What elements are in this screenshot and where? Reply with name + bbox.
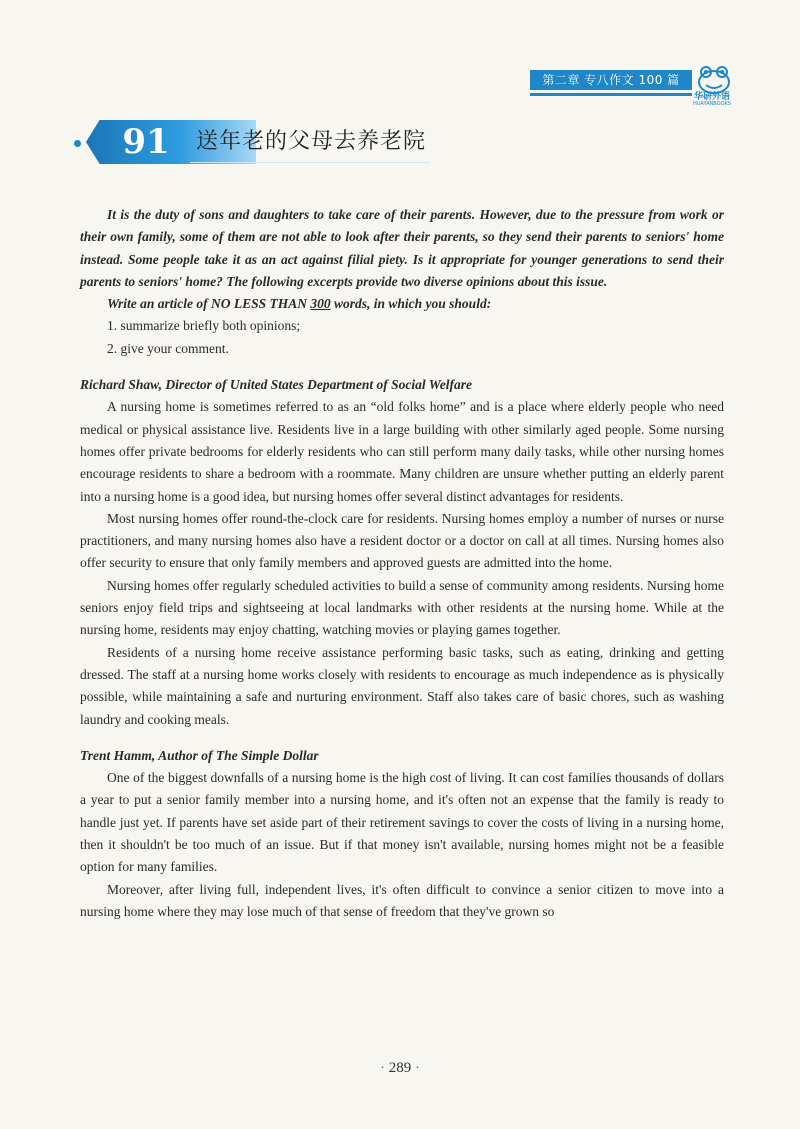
list-item: 2. give your comment. [107,340,229,356]
essay-number: 91 [122,122,170,162]
page-content [80,204,724,923]
essay-title: 送年老的父母去养老院 [196,129,427,154]
section-heading: Richard Shaw, Director of United States Department of Social Welfare [80,377,473,393]
chapter-label: 第二章 专八作文 100 篇 [530,70,692,90]
paragraph: Most nursing homes offer round-the-clock care for residents. Nursing homes employ a number of nurses or nurse practitioners, and many nursing homes also have a resident doctor or a doctor on call at all times. Nursing homes also offer security to ensure that only family members and approved guests are admitted into the home. [80,510,724,571]
paragraph: One of the biggest downfalls of a nursing home is the high cost of living. It can cost families thousands of dollars a year to put a senior family member into a nursing home, and it's often not an expense that the family is ready to handle just yet. If parents have set aside part of their retirement savings to cover the costs of living in a nursing home, then it shouldn't be too much of an issue. But if that money isn't available, nursing homes might not be a feasible option for many families. [80,770,724,875]
header-rule [530,93,692,96]
paragraph: Nursing homes offer regularly scheduled activities to build a sense of community among residents. Nursing home seniors enjoy field trips and sightseeing at local landmarks with other residents at the nursing home. While at the nursing home, residents may enjoy chatting, watching movies or playing games together. [80,577,724,638]
word-count: 300 [310,296,331,312]
paragraph: Moreover, after living full, independent lives, it's often difficult to convince a senior citizen to move into a nursing home where they may lose much of that sense of freedom that they've grown so [80,881,724,919]
paragraph: A nursing home is sometimes referred to as an “old folks home” and is a place where elderly people who need medical or physical assistance live. Residents live in a large building with other similarly aged people. Some nursing homes offer private bedrooms for elderly residents who can still perform many daily tasks, while other nursing homes encourage residents to share a bedroom with a roommate. Many children are unsure whether putting an elderly parent into a nursing home is a good idea, but nursing homes offer several distinct advantages for residents. [80,399,724,504]
page-number: · 289 · [380,1060,420,1076]
bullet-dot-icon [74,140,81,147]
instruction-text-after: words, in which you should: [330,296,492,312]
paragraph: Residents of a nursing home receive assistance performing basic tasks, such as eating, drinking and getting dressed. The staff at a nursing home works closely with residents to encourage as much independence as is physically possible, while maintaining a safe and nurturing environment. Staff also takes care of basic chores, such as washing laundry and cooking meals. [80,644,724,727]
logo-text: 华研外语 [693,92,730,102]
instruction [80,293,724,315]
page-number-value: 289 [388,1060,412,1076]
section-heading: Trent Hamm, Author of The Simple Dollar [80,747,319,763]
logo-subtext: HUAYANBOOKS [693,101,731,107]
essay-title-block [70,118,730,168]
prompt-text: It is the duty of sons and daughters to take care of their parents. However, due to the pressure from work or their own family, some of them are not able to look after their parents, so they send their parents to seniors' home instead. Some people take it as an act against filial piety. Is it appropriate for younger generations to send their parents to seniors' home? The following excerpts provide two diverse opinions about this issue. [80,207,724,289]
title-underline [190,162,430,163]
list-item: 1. summarize briefly both opinions; [107,318,301,334]
instruction-text-before: Write an article of NO LESS THAN [107,296,311,312]
